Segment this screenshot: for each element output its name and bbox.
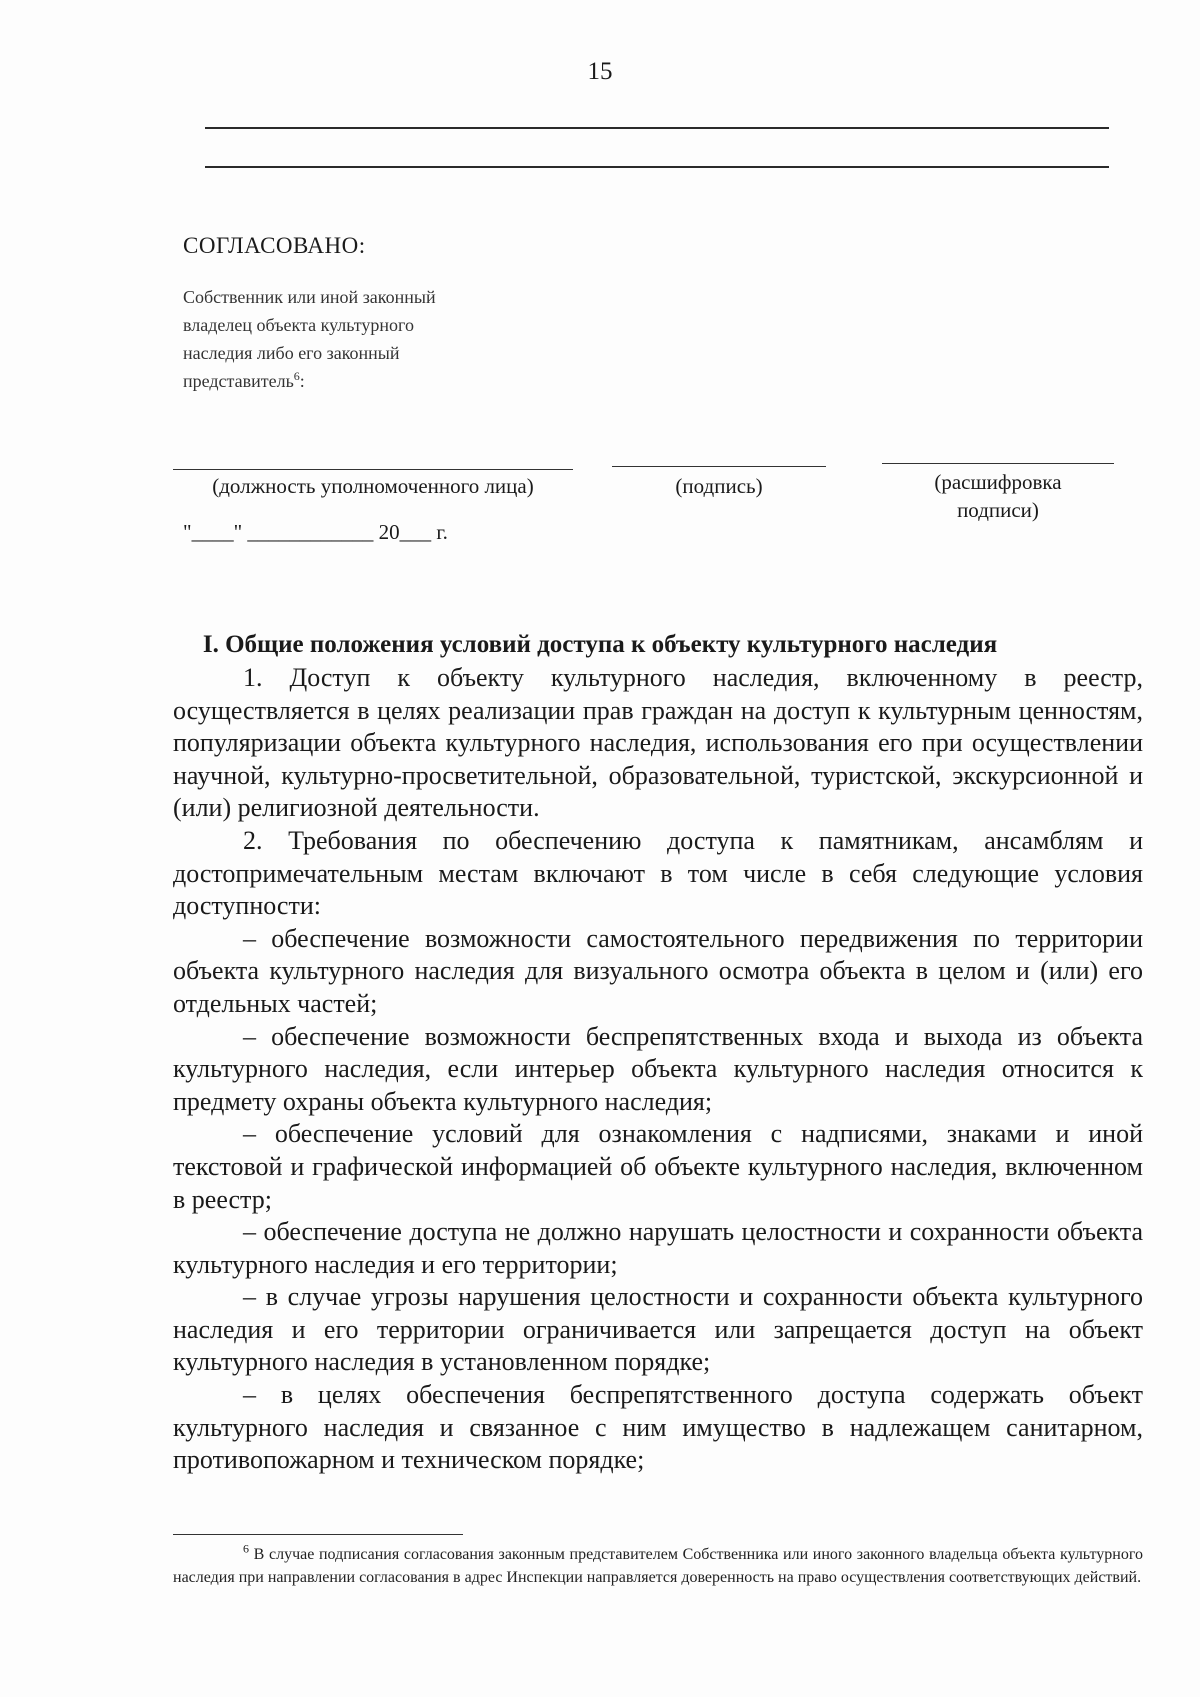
list-item: – в целях обеспечения беспрепятственного доступа содержать объект культурного наследия и связанное с ним имущество в надлежащем санитарном, противопожарном и техническом порядке; — [173, 1380, 1143, 1475]
date-field: "____" ____________ 20___ г. — [183, 520, 448, 544]
list-item: – обеспечение условий для ознакомления с надписями, знаками и иной текстовой и графической информацией об объекте культурного наследия, включенном в реестр; — [173, 1119, 1143, 1214]
footnote — [173, 1543, 1143, 1589]
signature-line — [612, 466, 826, 467]
list-item: – обеспечение возможности самостоятельного передвижения по территории объекта культурного наследия для визуального осмотра объекта в целом и (или) его отдельных частей; — [173, 923, 1143, 1018]
blank-line-2 — [205, 166, 1109, 168]
section-title: I. Общие положения условий доступа к объекту культурного наследия — [202, 631, 998, 658]
owner-line-1: Собственник или иной законный — [183, 287, 436, 307]
section-body — [173, 662, 1143, 1477]
footnote-reference: 6 — [293, 369, 300, 383]
footnote-separator — [173, 1534, 463, 1535]
signature-label: (подпись) — [675, 474, 763, 498]
footnote-body: В случае подписания согласования законным представителем Собственника или иного законного владельца объекта культурного наследия при направлении согласования в адрес Инспекции направляется доверенность на право осуществления соответствующих действий. — [173, 1546, 1143, 1586]
list-item: – обеспечение доступа не должно нарушать целостности и сохранности объекта культурного наследия и его территории; — [173, 1217, 1143, 1279]
owner-line-4-text: представитель — [183, 371, 294, 391]
paragraph-2: 2. Требования по обеспечению доступа к памятникам, ансамблям и достопримечательным местам включают в том числе в себя следующие условия доступности: — [173, 825, 1143, 921]
owner-line-2: владелец объекта культурного — [183, 315, 414, 335]
approval-heading: СОГЛАСОВАНО: — [183, 233, 366, 258]
blank-line-1 — [205, 127, 1109, 129]
list-item: – обеспечение возможности беспрепятственных входа и выхода из объекта культурного наследия, если интерьер объекта культурного наследия относится к предмету охраны объекта культурного наследия; — [173, 1021, 1143, 1116]
footnote-mark: 6 — [243, 1541, 249, 1556]
paragraph-1: 1. Доступ к объекту культурного наследия, включенному в реестр, осуществляется в целях реализации прав граждан на доступ к культурным ценностям, популяризации объекта культурного наследия, использования его при осуществлении научной, культурно-просветительной, образовательной, туристской, экскурсионной и (или) религиозной деятельности. — [173, 663, 1143, 823]
owner-line-3: наследия либо его законный — [183, 343, 400, 363]
footnote-text — [173, 1543, 1143, 1589]
owner-line-4 — [183, 367, 543, 395]
decoding-signature-line — [882, 463, 1114, 464]
owner-description — [183, 283, 543, 395]
decoding-label — [882, 468, 1114, 524]
position-label: (должность уполномоченного лица) — [212, 474, 534, 498]
position-signature-line — [173, 469, 573, 470]
page-number: 15 — [587, 58, 613, 85]
decoding-label-line-2: подписи) — [957, 498, 1039, 522]
decoding-label-line-1: (расшифровка — [934, 470, 1062, 494]
list-item: – в случае угрозы нарушения целостности и сохранности объекта культурного наследия и его территории ограничивается или запрещается доступ на объект культурного наследия в установленном порядке; — [173, 1282, 1143, 1377]
owner-line-4-suffix: : — [299, 371, 305, 391]
